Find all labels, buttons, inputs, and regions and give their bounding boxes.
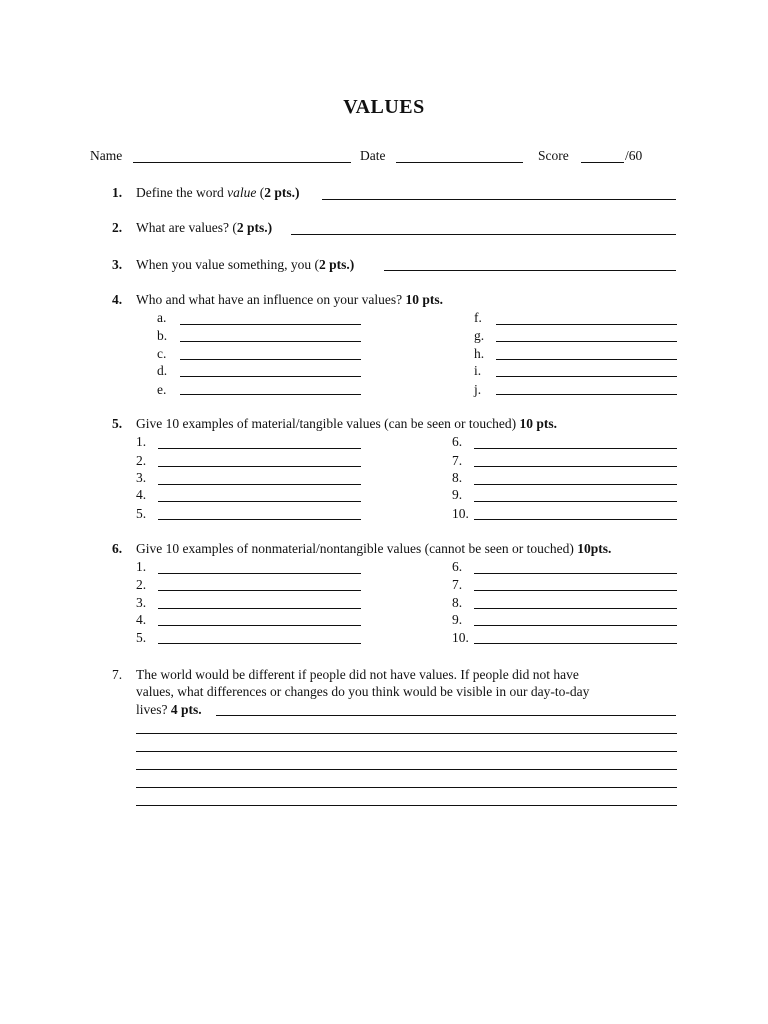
q7-line2: values, what differences or changes do you think would be visible in our day-to-day [136, 684, 590, 699]
q6-text [136, 541, 611, 557]
q6-label-3: 3. [136, 595, 147, 610]
q3-text [136, 257, 354, 273]
q4-answer-line-b[interactable] [180, 341, 361, 342]
q6-label-9: 9. [452, 612, 463, 627]
page-title: VALUES [343, 96, 425, 118]
q1-points: 2 pts.) [264, 185, 300, 200]
q6-answer-line-8[interactable] [474, 608, 677, 609]
q6-label-1: 1. [136, 559, 147, 574]
name-label: Name [90, 148, 123, 163]
q7-points: 4 pts. [170, 702, 202, 717]
q4-answer-line-g[interactable] [496, 341, 677, 342]
q4-answer-line-j[interactable] [496, 394, 677, 395]
q6-label-7: 7. [452, 577, 463, 592]
q6-answer-line-5[interactable] [158, 643, 361, 644]
q5-answer-line-4[interactable] [158, 501, 361, 502]
q5-label-2: 2. [136, 453, 147, 468]
q1-answer-line[interactable] [322, 199, 676, 200]
q5-answer-line-10[interactable] [474, 519, 677, 520]
q6-prefix: Give 10 examples of nonmaterial/nontangible values (cannot be seen or touched) [136, 541, 578, 556]
q4-answer-line-i[interactable] [496, 376, 677, 377]
q1-number: 1. [112, 185, 123, 200]
score-total: /60 [625, 148, 643, 163]
q4-label-g: g. [474, 328, 485, 343]
q5-answer-line-9[interactable] [474, 501, 677, 502]
q6-answer-line-9[interactable] [474, 625, 677, 626]
date-field[interactable] [396, 162, 523, 163]
q1-italic-word: value [227, 185, 257, 200]
q7-answer-line-1[interactable] [216, 715, 676, 716]
q7-line3-text: lives? [136, 702, 171, 717]
q5-label-10: 10. [452, 506, 469, 521]
q5-answer-line-6[interactable] [474, 448, 677, 449]
q5-label-9: 9. [452, 487, 463, 502]
q4-answer-line-e[interactable] [180, 394, 361, 395]
q5-prefix: Give 10 examples of material/tangible values (can be seen or touched) [136, 416, 520, 431]
q4-number: 4. [112, 292, 123, 307]
q3-prefix: When you value something, you ( [136, 257, 319, 272]
q2-text [136, 220, 272, 236]
q5-answer-line-5[interactable] [158, 519, 361, 520]
q5-answer-line-1[interactable] [158, 448, 361, 449]
q7-line1: The world would be different if people did not have values. If people did not have [136, 667, 579, 682]
score-label: Score [538, 148, 569, 163]
q6-label-6: 6. [452, 559, 463, 574]
q5-label-4: 4. [136, 487, 147, 502]
q6-label-10: 10. [452, 630, 469, 645]
q4-points: 10 pts. [405, 292, 444, 307]
q4-answer-line-c[interactable] [180, 359, 361, 360]
q3-points: 2 pts.) [318, 257, 355, 272]
q4-label-a: a. [157, 310, 167, 325]
q4-text [136, 292, 443, 308]
q4-answer-line-f[interactable] [496, 324, 677, 325]
q7-number: 7. [112, 667, 123, 682]
q4-answer-line-h[interactable] [496, 359, 677, 360]
q7-answer-line-2[interactable] [136, 733, 677, 734]
q3-answer-line[interactable] [384, 270, 676, 271]
q7-answer-line-3[interactable] [136, 751, 677, 752]
q6-answer-line-2[interactable] [158, 590, 361, 591]
q4-answer-line-a[interactable] [180, 324, 361, 325]
q4-label-f: f. [474, 310, 482, 325]
q2-answer-line[interactable] [291, 234, 676, 235]
q6-number: 6. [112, 541, 123, 556]
q6-answer-line-1[interactable] [158, 573, 361, 574]
q4-label-c: c. [157, 346, 167, 361]
q1-paren: ( [256, 185, 265, 200]
q5-answer-line-3[interactable] [158, 484, 361, 485]
q5-label-6: 6. [452, 434, 463, 449]
q1-prefix: Define the word [136, 185, 228, 200]
q2-points: 2 pts.) [236, 220, 273, 235]
name-field[interactable] [133, 162, 351, 163]
q7-answer-line-4[interactable] [136, 769, 677, 770]
q5-label-5: 5. [136, 506, 147, 521]
q5-label-3: 3. [136, 470, 147, 485]
q5-answer-line-8[interactable] [474, 484, 677, 485]
q7-answer-line-5[interactable] [136, 787, 677, 788]
q3-number: 3. [112, 257, 123, 272]
q7-answer-line-6[interactable] [136, 805, 677, 806]
q6-answer-line-3[interactable] [158, 608, 361, 609]
q5-answer-line-2[interactable] [158, 466, 361, 467]
q6-answer-line-6[interactable] [474, 573, 677, 574]
q6-label-4: 4. [136, 612, 147, 627]
q6-answer-line-10[interactable] [474, 643, 677, 644]
q6-label-2: 2. [136, 577, 147, 592]
q1-text [136, 185, 299, 201]
q4-answer-line-d[interactable] [180, 376, 361, 377]
q4-label-e: e. [157, 382, 167, 397]
q6-label-5: 5. [136, 630, 147, 645]
q2-number: 2. [112, 220, 123, 235]
q5-answer-line-7[interactable] [474, 466, 677, 467]
q4-label-h: h. [474, 346, 485, 361]
q6-label-8: 8. [452, 595, 463, 610]
q4-label-b: b. [157, 328, 168, 343]
q5-text [136, 416, 557, 432]
date-label: Date [360, 148, 386, 163]
score-field[interactable] [581, 162, 624, 163]
q7-line3 [136, 702, 202, 718]
q4-label-j: j. [474, 382, 482, 397]
q5-label-1: 1. [136, 434, 147, 449]
q4-label-i: i. [474, 363, 482, 378]
q4-prefix: Who and what have an influence on your values? [136, 292, 406, 307]
q6-answer-line-4[interactable] [158, 625, 361, 626]
q5-label-8: 8. [452, 470, 463, 485]
q2-prefix: What are values? ( [136, 220, 237, 235]
q5-points: 10 pts. [519, 416, 557, 431]
q6-answer-line-7[interactable] [474, 590, 677, 591]
q4-label-d: d. [157, 363, 168, 378]
q6-points: 10pts. [577, 541, 612, 556]
q5-number: 5. [112, 416, 123, 431]
q5-label-7: 7. [452, 453, 463, 468]
